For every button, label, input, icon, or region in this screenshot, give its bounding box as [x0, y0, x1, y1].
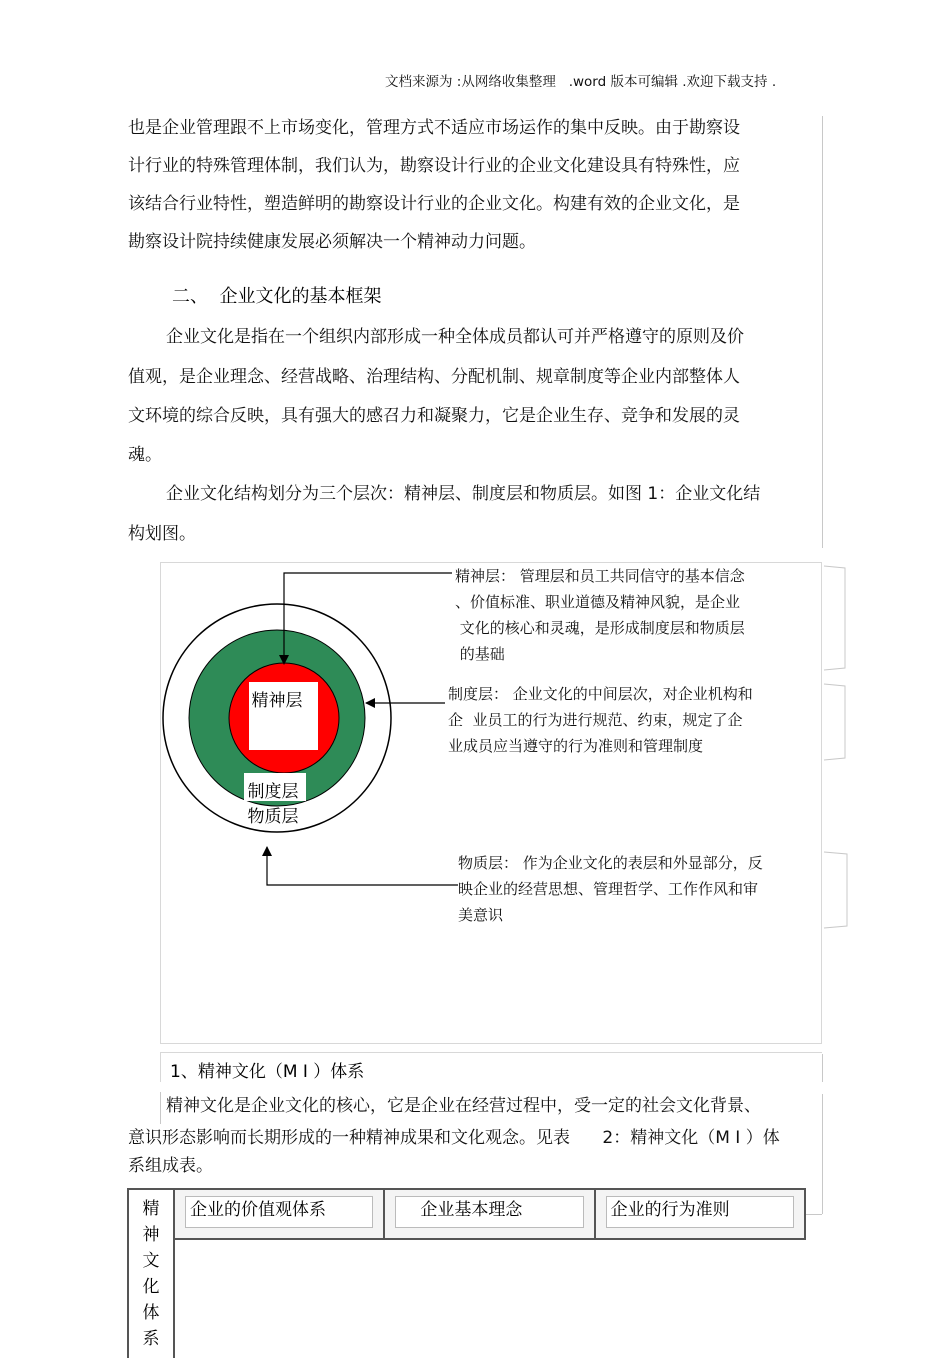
mi-line-1: 精神文化是企业文化的核心，它是企业在经营过程中，受一定的社会文化背景、: [166, 1096, 761, 1116]
mi-paragraph-frame: [160, 1092, 161, 1124]
spirit-annotation-line: 精神层： 管理层和员工共同信守的基本信念: [455, 567, 745, 585]
mi-side-char: 化: [142, 1277, 160, 1297]
system-annotation-line: 企 业员工的行为进行规范、约束，规定了企: [448, 711, 743, 729]
spirit-annotation-line: 、价值标准、职业道德及精神风貌，是企业: [455, 593, 741, 611]
system-layer-label: 制度层: [247, 782, 299, 802]
definition-line-2: 值观，是企业理念、经营战略、治理结构、分配机制、规章制度等企业内部整体人: [128, 367, 740, 387]
mi-side-char: 体: [142, 1303, 160, 1323]
system-annotation: [448, 681, 753, 759]
section-title: 二、 企业文化的基本框架: [172, 286, 382, 307]
mi-line-2: 意识形态影响而长期形成的一种精神成果和文化观念。见表 2：精神文化（M I ）体: [128, 1128, 780, 1148]
spirit-annotation-line: 的基础: [455, 645, 505, 663]
mi-table-header-row: [173, 1188, 806, 1240]
mi-side-char: 文: [142, 1251, 160, 1271]
definition-line-1: 企业文化是指在一个组织内部形成一种全体成员都认可并严格遵守的原则及价: [166, 327, 744, 347]
material-arrow: [267, 847, 458, 885]
system-annotation-line: 制度层： 企业文化的中间层次，对企业机构和: [448, 685, 753, 703]
structure-line-2: 构划图。: [128, 524, 196, 544]
mi-column-value-system: 企业的价值观体系: [185, 1196, 373, 1228]
mi-side-char: 神: [142, 1225, 160, 1245]
mi-table-header-cell: [596, 1190, 804, 1238]
intro-line-3: 该结合行业特性，塑造鲜明的勘察设计行业的企业文化。构建有效的企业文化，是: [128, 194, 740, 214]
mi-line-3: 系组成表。: [128, 1156, 213, 1176]
mi-side-char: 系: [142, 1329, 160, 1349]
mi-table-header-cell: [385, 1190, 595, 1238]
definition-line-4: 魂。: [128, 445, 162, 465]
spirit-annotation-line: 文化的核心和灵魂，是形成制度层和物质层: [455, 619, 745, 637]
material-annotation-line: 物质层： 作为企业文化的表层和外显部分，反: [458, 854, 763, 872]
material-annotation: [458, 850, 763, 928]
mi-column-behavior-norms: 企业的行为准则: [606, 1196, 794, 1228]
subsection-title: 1、精神文化（M I ）体系: [170, 1062, 365, 1082]
mi-side-char: 精: [142, 1199, 160, 1219]
material-annotation-line: 美意识: [458, 906, 504, 924]
mi-side-label: [137, 1196, 165, 1352]
intro-line-1: 也是企业管理跟不上市场变化，管理方式不适应市场运作的集中反映。由于勘察设: [128, 118, 740, 138]
material-annotation-line: 映企业的经营思想、管理哲学、工作作风和审: [458, 880, 759, 898]
structure-line-1: 企业文化结构划分为三个层次：精神层、制度层和物质层。如图 1：企业文化结: [166, 484, 761, 504]
intro-line-4: 勘察设计院持续健康发展必须解决一个精神动力问题。: [128, 232, 536, 252]
mi-table-side-cell: [127, 1188, 175, 1358]
material-layer-label: 物质层: [247, 807, 299, 827]
definition-line-3: 文环境的综合反映，具有强大的感召力和凝聚力，它是企业生存、竞争和发展的灵: [128, 406, 740, 426]
spirit-layer-label: 精神层: [251, 691, 303, 711]
mi-table-header-cell: [175, 1190, 385, 1238]
intro-line-2: 计行业的特殊管理体制，我们认为，勘察设计行业的企业文化建设具有特殊性，应: [128, 156, 740, 176]
mi-column-basic-concept: 企业基本理念: [395, 1196, 583, 1228]
source-note: 文档来源为 :从网络收集整理 .word 版本可编辑 .欢迎下载支持 .: [385, 74, 777, 90]
spirit-annotation: [455, 563, 745, 667]
system-annotation-line: 业成员应当遵守的行为准则和管理制度: [448, 737, 704, 755]
